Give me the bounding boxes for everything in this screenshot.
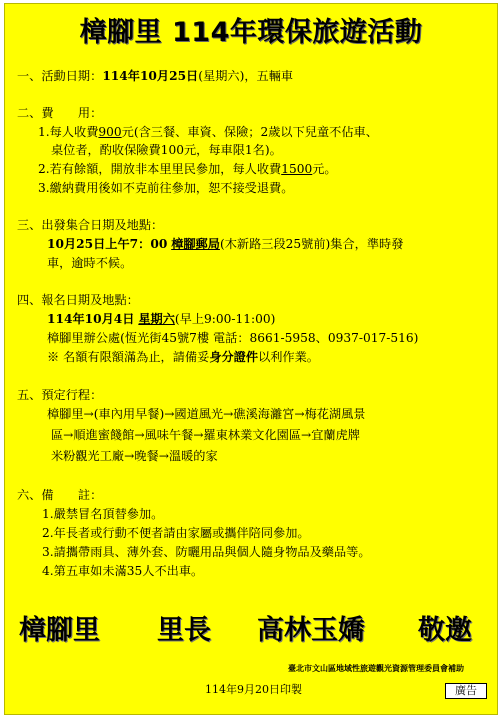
signature-role: 里長 xyxy=(157,615,211,646)
signature-name: 高林玉嬌 xyxy=(257,615,365,646)
note-item-1: 1.嚴禁冒名頂替參加。 xyxy=(42,507,164,521)
print-date: 114年9月20日印製 xyxy=(205,683,302,696)
note-item-4: 4.第五車如未滿35人不出車。 xyxy=(42,564,204,578)
fee-item-2-unit: 元。 xyxy=(312,162,337,176)
signature-closing: 敬邀 xyxy=(418,615,472,646)
registration-date-value: 114年10月4日 xyxy=(47,312,135,326)
meeting-info-cont: 車，逾時不候。 xyxy=(47,256,133,270)
event-date-detail: (星期六)，五輛車 xyxy=(198,69,294,83)
registration-office: 樟腳里辦公處(恆光街45號7樓 電話：8661-5958、0937-017-516) xyxy=(47,331,419,345)
id-document-note: 身分證件 xyxy=(209,350,259,364)
section-date xyxy=(17,69,293,84)
section-notes-heading: 六、備 註： xyxy=(17,488,103,502)
registration-hours: (早上9:00-11:00) xyxy=(174,312,276,326)
registration-note-text: ※ 名額有限額滿為止，請備妥 xyxy=(47,350,210,364)
fee-item-2-text: 2.若有餘額，開放非本里里民參加，每人收費 xyxy=(38,162,282,176)
meeting-time: 10月25日上午7：00 xyxy=(47,237,168,251)
note-item-2: 2.年長者或行動不便者請由家屬或攜伴陪同參加。 xyxy=(42,526,310,540)
fee-item-1-cont: 桌位者，酌收保險費100元，每車限1名)。 xyxy=(51,143,282,157)
section-registration-heading: 四、報名日期及地點： xyxy=(17,293,139,307)
itinerary-line-1: 樟腳里→(車內用早餐)→國道風光→礁溪海灕宮→梅花湖風景 xyxy=(47,407,366,421)
registration-date xyxy=(47,312,275,327)
registration-note xyxy=(47,350,319,365)
section-date-heading: 一、活動日期： xyxy=(17,69,103,83)
meeting-info xyxy=(47,237,403,252)
fee-item-3: 3.繳納費用後如不克前往參加，恕不接受退費。 xyxy=(38,181,294,195)
nonresident-fee: 1500 xyxy=(281,162,313,176)
ad-label: 廣告 xyxy=(445,683,487,699)
section-fee-heading: 二、費 用： xyxy=(17,106,103,120)
fee-item-2 xyxy=(38,162,337,177)
fee-item-1 xyxy=(38,125,378,140)
fee-item-1-text: 1.每人收費 xyxy=(38,125,99,139)
meeting-place: 樟腳郵局 xyxy=(171,237,220,251)
sponsor-credit: 臺北市文山區地域性旅遊觀光資源管理委員會補助 xyxy=(288,663,464,673)
meeting-address: (木新路三段25號前)集合，準時發 xyxy=(219,237,404,251)
section-itinerary-heading: 五、預定行程： xyxy=(17,388,103,402)
fee-amount: 900 xyxy=(98,125,122,139)
event-poster xyxy=(4,3,498,715)
itinerary-line-2: 區→順進蜜餞館→風味午餐→羅東林業文化園區→宜蘭虎牌 xyxy=(51,428,360,442)
registration-weekday: 星期六 xyxy=(138,312,175,326)
poster-title: 樟腳里 114年環保旅遊活動 xyxy=(79,17,423,48)
itinerary-line-3: 米粉觀光工廠→晚餐→溫暖的家 xyxy=(51,449,218,463)
section-meeting-heading: 三、出發集合日期及地點： xyxy=(17,218,164,232)
fee-item-1-detail: 元(含三餐、車資、保險；2歲以下兒童不佔車、 xyxy=(121,125,378,139)
note-item-3: 3.請攜帶雨具、薄外套、防曬用品與個人隨身物品及藥品等。 xyxy=(42,545,371,559)
registration-note-end: 以利作業。 xyxy=(258,350,319,364)
event-date: 114年10月25日 xyxy=(102,69,199,83)
signature-village: 樟腳里 xyxy=(19,615,100,646)
